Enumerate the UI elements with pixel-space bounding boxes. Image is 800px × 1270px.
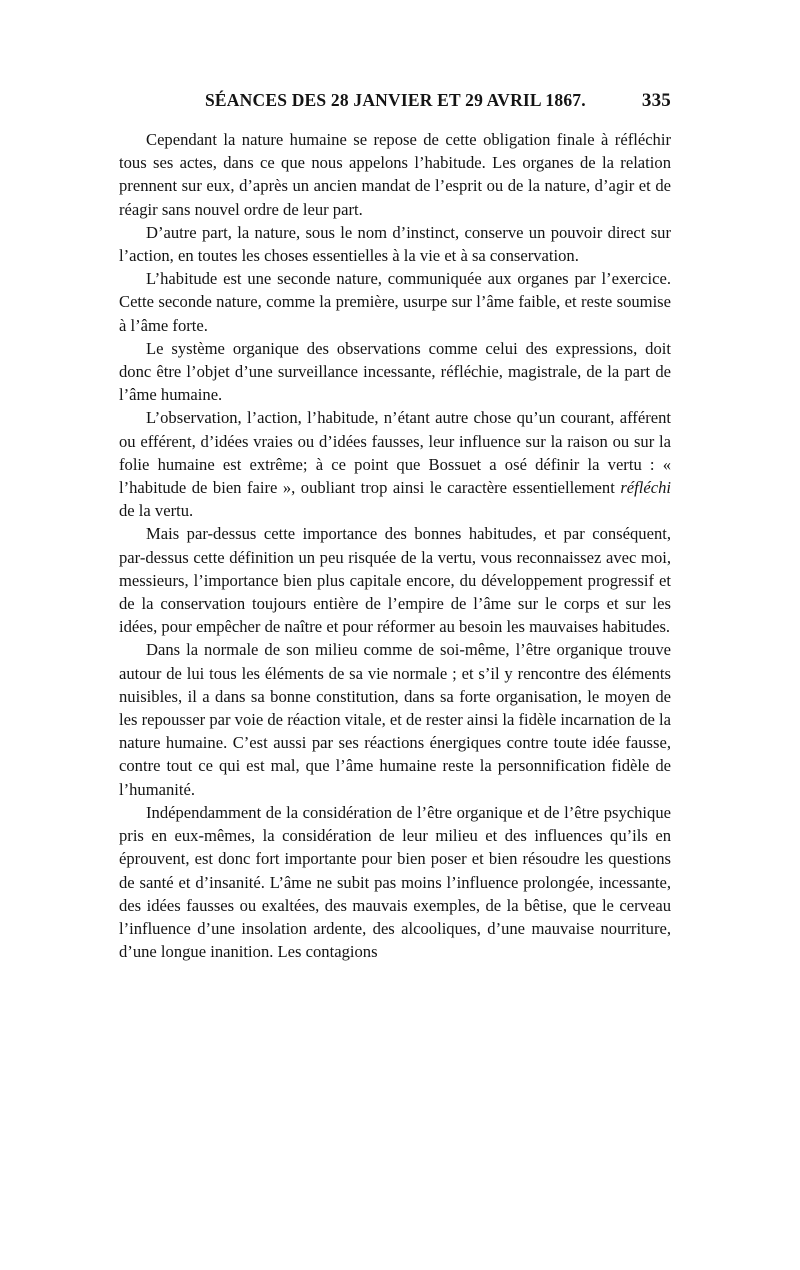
running-head bbox=[119, 90, 671, 120]
paragraph-1: Cependant la nature humaine se repose de cette obligation finale à réfléchir tous ses actes, dans ce que nous appelons l’habitude. Les organes de la relation prennent sur eux, d’après un ancien mandat de l’esprit ou de la nature, d’agir et de réagir sans nouvel ordre de leur part. bbox=[119, 130, 671, 219]
paragraph-8: Indépendamment de la considération de l’être organique et de l’être psychique pris en eux-mêmes, la considération de leur milieu et des influences qu’ils en éprouvent, est donc fort importante pour bien poser et bien résoudre les questions de santé et d’insanité. L’âme ne subit pas moins l’influence prolongée, incessante, des idées fausses ou exaltées, des mauvais exemples, de la bêtise, que le cerveau l’influence d’une insolation ardente, des alcooliques, d’une mauvaise nourriture, d’une longue inanition. Les contagions bbox=[119, 802, 671, 962]
paragraph-5 bbox=[119, 406, 671, 522]
paragraph-6: Mais par-dessus cette importance des bonnes habitudes, et par conséquent, par-dessus cette définition un peu risquée de la vertu, vous reconnaissez avec moi, messieurs, l’importance bien plus capitale encore, du développement progressif et de la conservation toujours entière de l’empire de l’âme sur le corps et sur les idées, pour empêcher de naître et pour réformer au besoin les mauvaises habitudes. bbox=[119, 524, 671, 637]
book-page bbox=[119, 90, 671, 963]
paragraph-5-end: de la vertu. bbox=[119, 501, 194, 521]
running-head-title: SÉANCES DES 28 JANVIER ET 29 AVRIL 1867. bbox=[205, 90, 586, 110]
paragraph-5-text: L’observation, l’action, l’habitude, n’étant autre chose qu’un courant, afférent ou efférent, d’idées vraies ou d’idées fausses, leur influence sur la raison ou sur la folie humaine est extrême; à ce point que Bossuet a osé définir la vertu : « l’habitude de bien faire », oubliant trop ainsi le caractère essentiellement bbox=[119, 408, 671, 498]
paragraph-7: Dans la normale de son milieu comme de soi-même, l’être organique trouve autour de lui tous les éléments de sa vie normale ; et s’il y rencontre des éléments nuisibles, il a dans sa bonne constitution, dans sa forte organisation, le moyen de les repousser par voie de réaction vitale, et de rester ainsi la fidèle incarnation de la nature humaine. C’est aussi par ses réactions énergiques contre toute idée fausse, contre tout ce qui est mal, que l’âme humaine reste la personnification fidèle de l’humanité. bbox=[119, 640, 671, 799]
paragraph-3: L’habitude est une seconde nature, communiquée aux organes par l’exercice. Cette seconde nature, comme la première, usurpe sur l’âme faible, et reste soumise à l’âme forte. bbox=[119, 269, 671, 335]
paragraph-2: D’autre part, la nature, sous le nom d’instinct, conserve un pouvoir direct sur l’action, en toutes les choses essentielles à la vie et à sa conservation. bbox=[119, 222, 671, 266]
paragraph-5-italic: réfléchi bbox=[620, 478, 671, 498]
paragraph-4: Le système organique des observations comme celui des expressions, doit donc être l’objet d’une surveillance incessante, réfléchie, magistrale, de la part de l’âme humaine. bbox=[119, 338, 671, 405]
page-number: 335 bbox=[641, 90, 671, 111]
body-text bbox=[119, 128, 671, 963]
